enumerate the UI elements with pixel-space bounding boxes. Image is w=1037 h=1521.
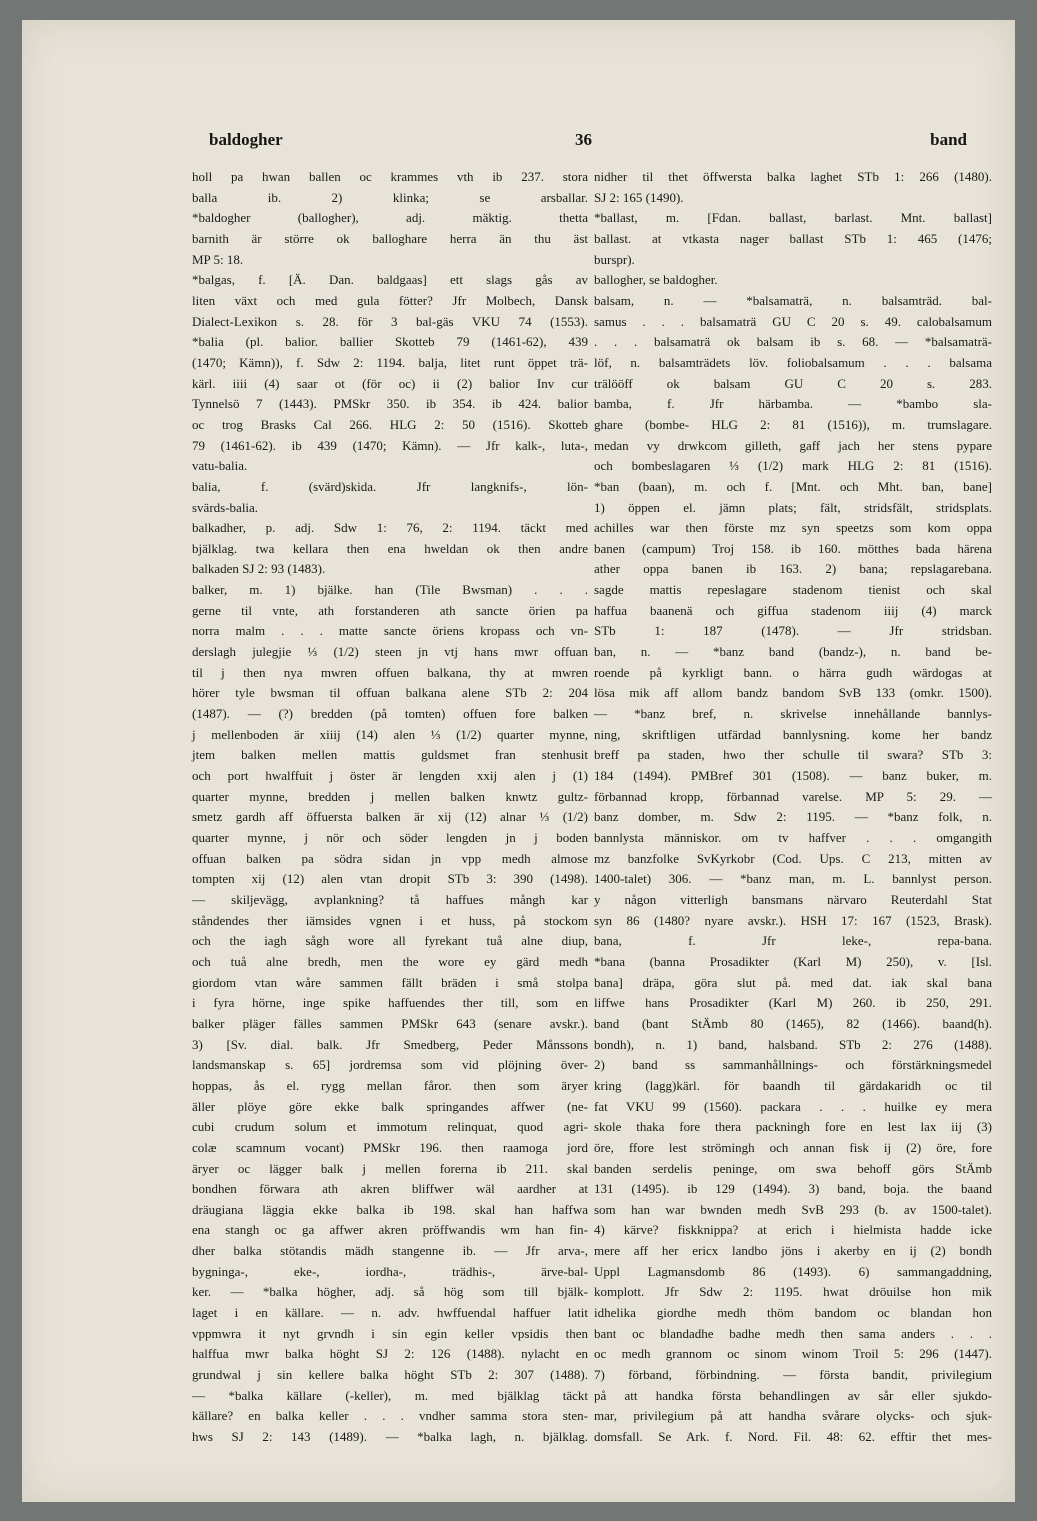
text-line: (1470; Kämn)), f. Sdw 2: 1194. balja, litet runt öppet trä- xyxy=(192,354,588,370)
text-line: bant oc blandadhe badhe medh then sama anders . . . xyxy=(594,1325,992,1341)
text-line: achilles war then förste mz syn speetzs som kom oppa xyxy=(594,520,992,536)
text-line: giordom vtan wåre sammen fällt bräden i små stolpa xyxy=(192,974,588,990)
right-column xyxy=(594,167,992,1445)
text-line: äryer oc lägger balk j mellen forerna ib 211. skal xyxy=(192,1160,588,1176)
text-line: fat VKU 99 (1560). packara . . . huilke ey mera xyxy=(594,1098,992,1114)
text-line: bondhen förwara ath akren bliffwer wäl aardher at xyxy=(192,1181,588,1197)
text-line: — skiljevägg, avplankning? tå haffues mångh kar xyxy=(192,891,588,907)
text-line: ena stangh oc ga affwer akren pröffwandis wm han fin- xyxy=(192,1222,588,1238)
text-line: nidher til thet öffwersta balka laghet STb 1: 266 (1480). xyxy=(594,169,992,184)
text-line: landsmanskap s. 65] jordremsa som vid plöjning över- xyxy=(192,1057,588,1073)
text-line: äller plöye göre ekke balk springandes affwer (ne- xyxy=(192,1098,588,1114)
text-line: ban, n. — *banz band (bandz-), n. band be- xyxy=(594,644,992,660)
text-line: källare? en balka keller . . . vndher samma stora sten- xyxy=(192,1408,588,1424)
text-line: vatu-balia. xyxy=(192,458,248,474)
text-line: balsam, n. — *balsamaträ, n. balsamträd. bal- xyxy=(594,292,992,308)
text-line: y någon vitterligh bansmans närvaro Reuterdahl Stat xyxy=(594,891,992,907)
text-line: skole thaka fore thera packningh fore en lest lax iij (3) xyxy=(594,1119,992,1135)
text-line: lösa mik aff allom bandz bandom SvB 133 (omkr. 1500). xyxy=(594,685,992,701)
text-line: *ban (baan), m. och f. [Mnt. och Mht. ban, bane] xyxy=(594,478,992,494)
text-line: *ballast, m. [Fdan. ballast, barlast. Mnt. ballast] xyxy=(594,210,992,226)
text-line: *bana (banna Prosadikter (Karl M) 250), v. [Isl. xyxy=(594,953,992,969)
text-line: förbannad kropp, förbannad varelse. MP 5: 29. — xyxy=(594,788,992,804)
text-line: som han war bwnden medh SvB 293 (b. av 1500-talet). xyxy=(594,1201,992,1217)
text-line: och port hwalffuit j öster är lengden xxij alen j (1) xyxy=(192,768,588,784)
text-line: 2) band ss sammanhållnings- och förstärkningsmedel xyxy=(594,1057,992,1073)
text-line: ather oppa banen ib 163. 2) bana; repslagarebana. xyxy=(594,561,992,577)
text-line: banden serdelis peninge, om swa behoff görs StÄmb xyxy=(594,1160,992,1176)
page-number: 36 xyxy=(575,130,592,149)
text-line: smetz gardh aff öffuersta balken är xij (12) alnar ⅓ (1/2) xyxy=(192,809,588,825)
text-line: domsfall. Se Ark. f. Nord. Fil. 48: 62. efftir thet mes- xyxy=(594,1429,992,1445)
text-line: 3) [Sv. dial. balk. Jfr Smedberg, Peder Månssons xyxy=(192,1036,588,1052)
text-line: banen (campum) Troj 158. ib 160. mötthes bada härena xyxy=(594,540,992,556)
text-line: bjälklag. twa kellara then ena hweldan ok then andre xyxy=(192,540,588,556)
text-line: bannlysta människor. om tv haffver . . . omgangith xyxy=(594,830,992,845)
text-line: barnith är större ok balloghare herra än thu äst xyxy=(192,230,588,246)
text-line: bygninga-, eke-, iordha-, trädhis-, ärve-bal- xyxy=(192,1263,588,1279)
text-line: kring (lagg)kärl. för baandh til gärdakaridh oc til xyxy=(594,1077,992,1093)
text-line: mz banzfolke SvKyrkobr (Cod. Ups. C 213, mitten av xyxy=(594,850,992,866)
text-line: balker, m. 1) bjälke. han (Tile Bwsman) . . . xyxy=(192,582,588,598)
text-line: breff pa staden, hwo ther schulle til swara? STb 3: xyxy=(594,747,992,763)
header-left-guide-word: baldogher xyxy=(209,130,283,149)
text-line: *baldogher (ballogher), adj. mäktig. thetta xyxy=(192,210,588,226)
text-line: samus . . . balsamaträ GU C 20 s. 49. calobalsamum xyxy=(594,313,992,329)
text-line: hws SJ 2: 143 (1489). — *balka lagh, n. bjälklag. xyxy=(192,1429,588,1445)
text-line: sagde mattis repeslagare stadenom tienist och skal xyxy=(594,582,992,598)
text-line: balker pläger fälles sammen PMSkr 643 (senare avskr.). xyxy=(192,1015,588,1031)
text-line: jtem balken mellen mattis guldsmet fran stenhusit xyxy=(192,747,588,763)
text-line: quarter mynne, bredden j mellen balken knwtz gultz- xyxy=(192,788,588,804)
text-line: komplott. Jfr Sdw 2: 1195. hwat dröuilse hon mik xyxy=(594,1284,992,1300)
text-line: och bombeslagaren ⅓ (1/2) mark HLG 2: 81 (1516). xyxy=(594,458,992,474)
text-line: halffua mwr balka höght SJ 2: 126 (1488). nylacht en xyxy=(192,1346,588,1362)
text-line: bana, f. Jfr leke-, repa-bana. xyxy=(594,933,992,949)
text-line: Tynnelsö 7 (1443). PMSkr 350. ib 354. ib 424. balior xyxy=(192,396,588,412)
text-line: löf, n. balsamträdets löv. foliobalsamum . . . balsama xyxy=(594,354,992,370)
running-header xyxy=(22,130,1015,154)
text-line: mar, privilegium på att handha svårare olycks- och sjuk- xyxy=(594,1408,992,1424)
text-line: 1400-talet) 306. — *banz man, m. L. bannlyst person. xyxy=(594,871,992,887)
text-line: oc medh grannom oc sinom winom Troil 5: 296 (1447). xyxy=(594,1346,992,1362)
text-line: trälööff ok balsam GU C 20 s. 283. xyxy=(594,375,992,391)
text-line: bondh), n. 1) band, halsband. STb 2: 276 (1488). xyxy=(594,1036,992,1052)
text-line: holl pa hwan ballen oc krammes vth ib 237. stora xyxy=(192,169,588,184)
text-line: dräugiana läggia ekke balka ib 198. skal han haffwa xyxy=(192,1201,588,1217)
text-line: oc trog Brasks Cal 266. HLG 2: 50 (1516). Skotteb xyxy=(192,416,588,432)
text-line: balla ib. 2) klinka; se arsballar. xyxy=(192,189,588,205)
text-line: bamba, f. Jfr härbamba. — *bambo sla- xyxy=(594,396,992,412)
text-line: haffua baanenä och giffua stadenom iiij (4) marck xyxy=(594,602,992,618)
text-line: liffwe hans Prosadikter (Karl M) 260. ib 250, 291. xyxy=(594,995,992,1011)
text-line: cubi crudum solum et immotum relinquat, quod agri- xyxy=(192,1119,588,1135)
text-line: — *balka källare (-keller), m. med bjälklag täckt xyxy=(192,1387,588,1403)
text-line: mere aff her ericx landbo jöns i akerby en ij (2) bondh xyxy=(594,1243,992,1259)
text-line: roende på kyrkligt bann. o härra gudh wärdogas at xyxy=(594,664,992,680)
text-line: laget i en källare. — n. adv. hwffuendal haffuer latit xyxy=(192,1305,588,1321)
text-line: *balgas, f. [Ä. Dan. baldgaas] ett slags gås av xyxy=(192,272,588,288)
text-line: burspr). xyxy=(594,251,635,267)
text-line: grundwal j sin kellere balka höght STb 2: 307 (1488). xyxy=(192,1367,588,1383)
text-line: j mellenboden är xiiij (14) alen ⅓ (1/2) quarter mynne, xyxy=(192,726,588,742)
text-line: 4) kärve? fiskknippa? at erich i hielmista hadde icke xyxy=(594,1222,992,1238)
text-line: dher balka stötandis mädh stangenne ib. — Jfr arva-, xyxy=(192,1243,588,1259)
text-line: och tuå alne bredh, men the wore ey gärd medh xyxy=(192,953,588,969)
text-line: ghare (bombe- HLG 2: 81 (1516)), m. trumslagare. xyxy=(594,416,992,432)
text-line: 79 (1461-62). ib 439 (1470; Kämn). — Jfr kalk-, luta-, xyxy=(192,437,588,453)
text-line: och the iagh sågh wore all fyrekant tuå alne diup, xyxy=(192,933,588,949)
text-line: til j then nya mwren offuen balkana, thy at mwren xyxy=(192,664,588,680)
text-line: banz domber, m. Sdw 2: 1195. — *banz folk, n. xyxy=(594,809,992,825)
text-line: norra malm . . . matte sancte öriens kropass och vn- xyxy=(192,623,588,639)
text-line: balkadher, p. adj. Sdw 1: 76, 2: 1194. täckt med xyxy=(192,520,588,536)
left-column xyxy=(192,167,588,1445)
text-line: Uppl Lagmansdomb 86 (1493). 6) sammangaddning, xyxy=(594,1263,992,1279)
text-line: på att handka första behandlingen av sår eller sjukdo- xyxy=(594,1387,992,1403)
text-line: STb 1: 187 (1478). — Jfr stridsban. xyxy=(594,623,992,639)
text-line: ballast. at vtkasta nager ballast STb 1: 465 (1476; xyxy=(594,230,992,246)
text-line: . . . balsamaträ ok balsam ib s. 68. — *balsamaträ- xyxy=(594,334,992,350)
text-line: 184 (1494). PMBref 301 (1508). — banz buker, m. xyxy=(594,768,992,784)
text-line: MP 5: 18. xyxy=(192,251,244,267)
text-line: colæ scamnum vocant) PMSkr 196. then raamoga jord xyxy=(192,1139,588,1155)
text-line: 131 (1495). ib 129 (1494). 3) band, boja. the baand xyxy=(594,1181,992,1197)
text-line: band (bant StÄmb 80 (1465), 82 (1466). baand(h). xyxy=(594,1015,992,1031)
text-line: bana] dräpa, göra slut på. med dat. iak skal bana xyxy=(594,974,992,990)
text-line: gerne til vnte, ath forstanderen ath sancte örien pa xyxy=(192,602,588,618)
dictionary-page xyxy=(22,20,1015,1502)
text-line: ker. — *balka högher, adj. så hög som till bjälk- xyxy=(192,1284,588,1300)
text-line: svärds-balia. xyxy=(192,499,259,515)
text-line: ståndendes ther iämsides vgnen i et huss, på stockom xyxy=(192,912,588,928)
text-line: hörer tyle bwsman til offuan balkana alene STb 2: 204 xyxy=(192,685,588,701)
text-line: offuan balken pa södra sidan jn vpp medh almose xyxy=(192,850,588,866)
text-line: syn 86 (1480? nyare avskr.). HSH 17: 167 (1523, Brask). xyxy=(594,912,992,928)
text-line: liten växt och med gula fötter? Jfr Molbech, Dansk xyxy=(192,292,588,308)
text-line: kärl. iiii (4) saar ot (för oc) ii (2) balior Inv cur xyxy=(192,375,588,391)
text-line: balkaden SJ 2: 93 (1483). xyxy=(192,561,326,577)
text-line: balia, f. (svärd)skida. Jfr langknifs-, lön- xyxy=(192,478,588,494)
text-line: 7) förband, förbindning. — första bandit, privilegium xyxy=(594,1367,992,1383)
text-line: quarter mynne, j nör och söder lengden jn j boden xyxy=(192,830,588,845)
text-line: (1487). — (?) bredden (på tomten) offuen fore balken xyxy=(192,706,588,722)
text-line: 1) öppen el. jämn plats; fält, stridsfält, stridsplats. xyxy=(594,499,992,515)
text-line: vppmwra it nyt grvndh i sin egin keller vpsidis then xyxy=(192,1325,588,1341)
text-line: öre, ffore lest strömingh och annan fisk ij (2) öre, fore xyxy=(594,1139,992,1155)
text-line: — *banz bref, n. skrivelse innehållande bannlys- xyxy=(594,706,992,722)
header-right-guide-word: band xyxy=(930,130,967,149)
text-line: Dialect-Lexikon s. 28. för 3 bal-gäs VKU 74 (1553). xyxy=(192,313,588,329)
text-line: ning, skriftligen utfärdad bannlysning. kome her bandz xyxy=(594,726,992,742)
text-line: ballogher, se baldogher. xyxy=(594,272,718,288)
text-line: tompten xij (12) alen vtan dropit STb 3: 390 (1498). xyxy=(192,871,588,887)
text-line: idhelika giordhe medh thöm bandom oc blandan hon xyxy=(594,1305,992,1321)
text-line: derslagh julegjie ⅓ (1/2) steen jn vtj hans mwr offuan xyxy=(192,644,588,660)
text-line: medan vy drwkcom gilleth, gaff jach her stens pypare xyxy=(594,437,992,453)
text-line: *balia (pl. balior. ballier Skotteb 79 (1461-62), 439 xyxy=(192,334,588,350)
text-line: hoppas, ås el. rygg mellan fåror. then som äryer xyxy=(192,1077,588,1093)
text-line: i fyra hörne, inge spike haffuendes ther till, som en xyxy=(192,995,588,1011)
text-line: SJ 2: 165 (1490). xyxy=(594,189,684,205)
